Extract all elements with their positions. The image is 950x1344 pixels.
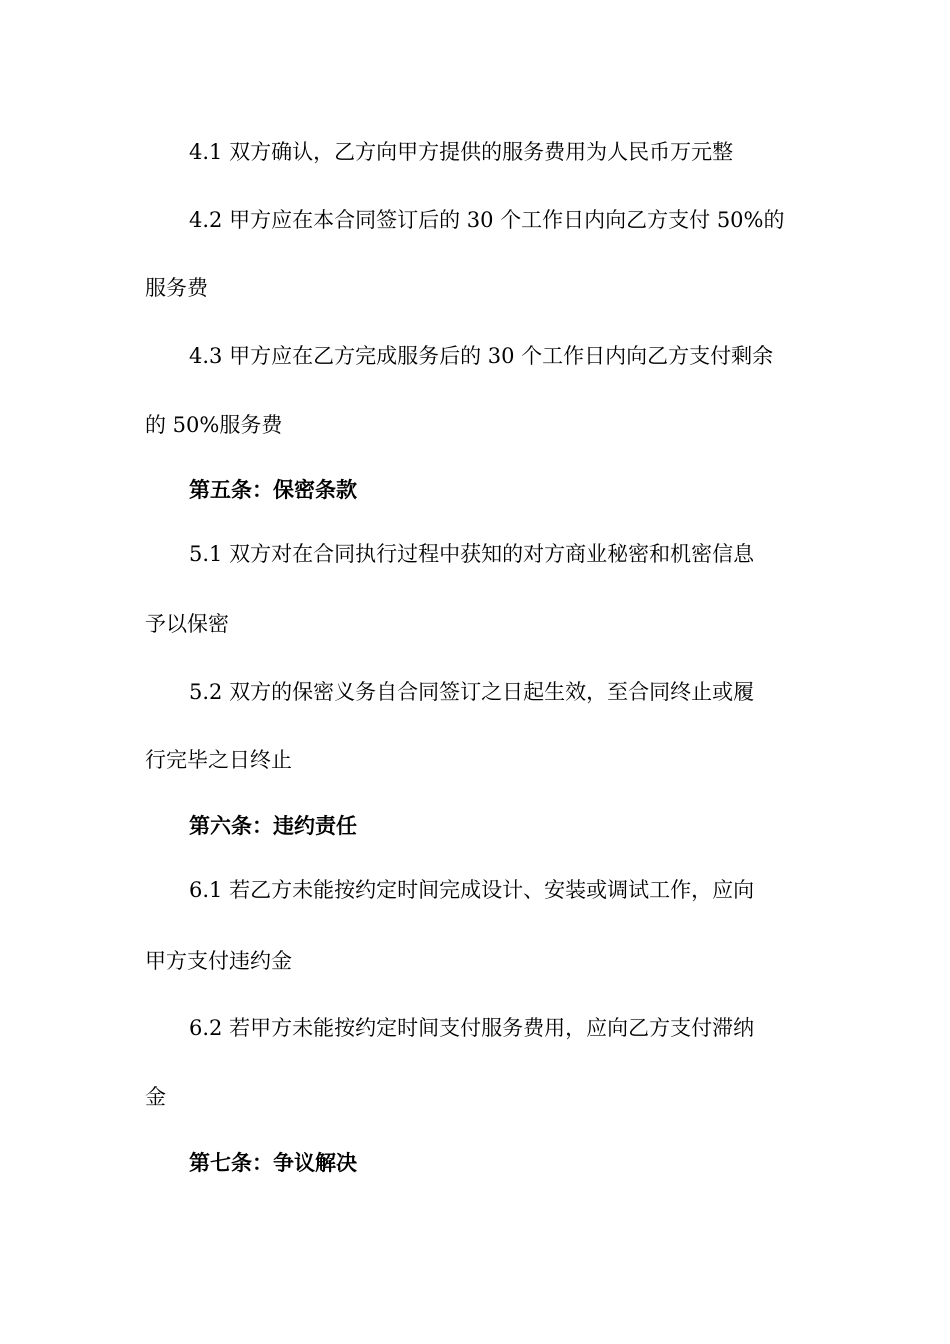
section-7-title: 第七条：争议解决 — [189, 1151, 357, 1175]
clause-5-2-line2: 行完毕之日终止 — [145, 748, 292, 772]
clause-6-1-line1: 6.1 若乙方未能按约定时间完成设计、安装或调试工作，应向 — [189, 878, 755, 902]
clause-4-2-line2: 服务费 — [145, 276, 208, 300]
clause-4-1: 4.1 双方确认，乙方向甲方提供的服务费用为人民币万元整 — [189, 140, 734, 164]
clause-6-2-line1: 6.2 若甲方未能按约定时间支付服务费用，应向乙方支付滞纳 — [189, 1016, 755, 1040]
clause-4-3-line2: 的 50%服务费 — [145, 413, 283, 437]
clause-5-2-line1: 5.2 双方的保密义务自合同签订之日起生效，至合同终止或履 — [189, 680, 755, 704]
clause-6-2-line2: 金 — [145, 1085, 166, 1109]
clause-5-1-line1: 5.1 双方对在合同执行过程中获知的对方商业秘密和机密信息 — [189, 542, 755, 566]
clause-4-2-line1: 4.2 甲方应在本合同签订后的 30 个工作日内向乙方支付 50%的 — [189, 208, 785, 232]
section-5-title: 第五条：保密条款 — [189, 478, 357, 502]
clause-6-1-line2: 甲方支付违约金 — [145, 949, 292, 973]
clause-4-3-line1: 4.3 甲方应在乙方完成服务后的 30 个工作日内向乙方支付剩余 — [189, 344, 774, 368]
clause-5-1-line2: 予以保密 — [145, 612, 229, 636]
section-6-title: 第六条：违约责任 — [189, 814, 357, 838]
